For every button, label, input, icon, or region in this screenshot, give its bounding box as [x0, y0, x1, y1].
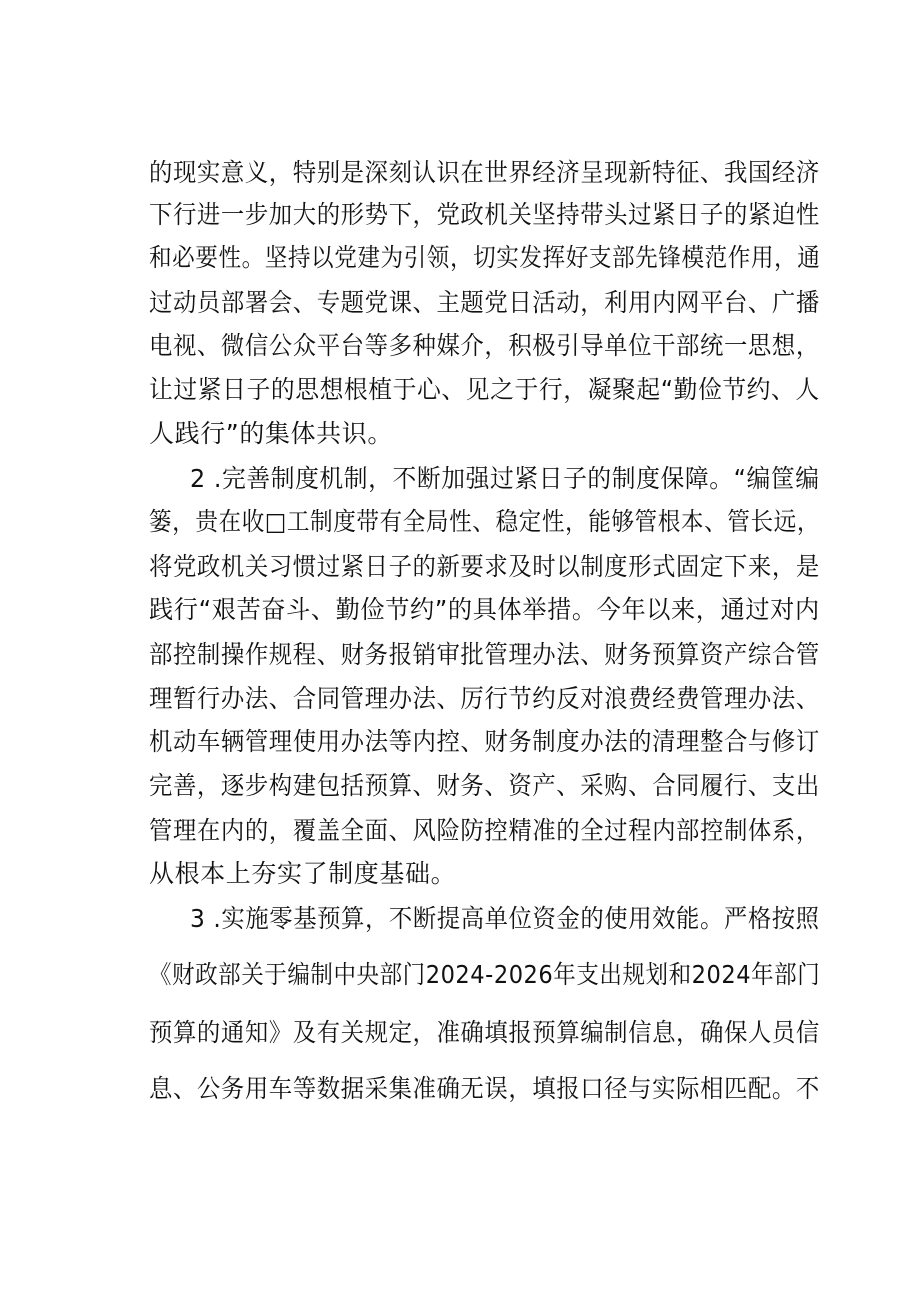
- text-line: 的现实意义，特别是深刻认识在世界经济呈现新特征、我国经济: [149, 158, 820, 187]
- text-line: 预算的通知》及有关规定，准确填报预算编制信息，确保人员信: [149, 1018, 820, 1047]
- text-line: 过动员部署会、专题党课、主题党日活动，利用内网平台、广播: [149, 288, 820, 317]
- text-line: 《财政部关于编制中央部门2024-2026年支出规划和2024年部门: [149, 960, 821, 989]
- text-line: 和必要性。坚持以党建为引领，切实发挥好支部先锋模范作用，通: [149, 243, 821, 272]
- text-line: 理暂行办法、合同管理办法、厉行节约反对浪费经费管理办法、: [149, 684, 820, 713]
- text-line: 从根本上夯实了制度基础。: [149, 859, 457, 888]
- text-line: 完善，逐步构建包括预算、财务、资产、采购、合同履行、支出: [149, 771, 820, 800]
- text-line: 管理在内的，覆盖全面、风险防控精准的全过程内部控制体系，: [149, 816, 820, 845]
- text-line: 篓，贵在收□工制度带有全局性、稳定性，能够管根本、管长远，: [149, 507, 821, 536]
- text-line: 3 .实施零基预算，不断提高单位资金的使用效能。严格按照: [190, 904, 820, 933]
- text-line: 部控制操作规程、财务报销审批管理办法、财务预算资产综合管: [149, 640, 820, 669]
- text-line: 践行“艰苦奋斗、勤俭节约”的具体举措。今年以来，通过对内: [149, 595, 820, 624]
- text-line: 人践行”的集体共识。: [149, 419, 393, 448]
- text-line: 下行进一步加大的形势下，党政机关坚持带头过紧日子的紧迫性: [149, 200, 820, 229]
- text-line: 让过紧日子的思想根植于心、见之于行，凝聚起“勤俭节约、人: [149, 375, 820, 404]
- text-line: 电视、微信公众平台等多种媒介，积极引导单位干部统一思想，: [149, 331, 820, 360]
- text-line: 将党政机关习惯过紧日子的新要求及时以制度形式固定下来，是: [149, 552, 820, 581]
- text-line: 机动车辆管理使用办法等内控、财务制度办法的清理整合与修订: [149, 727, 820, 756]
- text-line: 2 .完善制度机制，不断加强过紧日子的制度保障。“编筐编: [190, 464, 820, 493]
- text-line: 息、公务用车等数据采集准确无误，填报口径与实际相匹配。不: [149, 1074, 820, 1103]
